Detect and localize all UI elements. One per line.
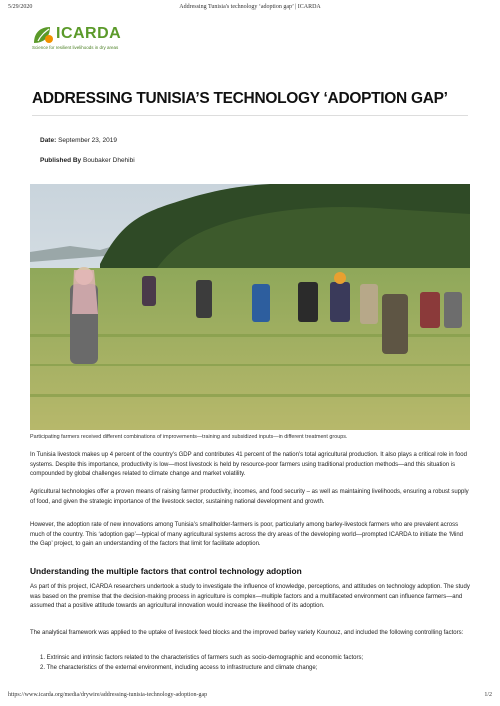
- logo-wordmark: ICARDA: [56, 25, 122, 42]
- section-heading: Understanding the multiple factors that control technology adoption: [30, 566, 302, 576]
- author-label: Published By: [40, 157, 82, 164]
- print-footer: [8, 692, 492, 702]
- print-page-number: 1/2: [484, 692, 492, 698]
- article-date: [40, 137, 117, 144]
- paragraph-3: However, the adoption rate of new innovations among Tunisia’s smallholder-farmers is poor, particularly among barley-livestock farmers who are prevalent across much of the country. This ‘adoption gap’—typical of many agricultural systems across the dry areas of the developing world—prompted ICARDA to initiate the ‘Mind the Gap’ project, to gain an understanding of the factors that limit for facilitate adoption.: [30, 522, 463, 547]
- list-item: 2. The characteristics of the external environment, including access to infrastructure and climate change;: [40, 664, 318, 671]
- paragraph-1: In Tunisia livestock makes up 4 percent of the country’s GDP and contributes 41 percent of the nation’s total agricultural production. It also plays a critical role in food systems. Despite this importance, productivity is low—most livestock is held by resource-poor farmers using traditional production methods—and this situation is compounded by global challenges related to climate change and market volatility.: [30, 452, 467, 477]
- print-doc-title: Addressing Tunisia's technology ‘adoption gap’ | ICARDA: [179, 4, 321, 10]
- logo-tagline: Science for resilient livelihoods in dry areas: [32, 45, 119, 50]
- author-value: Boubaker Dhehibi: [83, 157, 135, 164]
- print-url[interactable]: https://www.icarda.org/media/drywire/addressing-tunisia-technology-adoption-gap: [8, 692, 208, 698]
- farmers-field-photo: [30, 184, 470, 430]
- paragraph-5: The analytical framework was applied to the uptake of livestock feed blocks and the improved barley variety Kounouz, and included the following controlling factors:: [30, 630, 464, 636]
- date-label: Date:: [40, 137, 57, 144]
- print-date: 5/29/2020: [8, 4, 33, 10]
- list-item: 1. Extrinsic and intrinsic factors related to the characteristics of farmers such as socio-demographic and economic factors;: [40, 655, 364, 661]
- factors-list: [40, 654, 470, 673]
- icarda-logo[interactable]: [32, 25, 172, 53]
- article-photo: [30, 184, 470, 430]
- page-title: ADDRESSING TUNISIA’S TECHNOLOGY ‘ADOPTION GAP’: [32, 90, 448, 107]
- article-author: [40, 157, 135, 164]
- paragraph-4: As part of this project, ICARDA researchers undertook a study to investigate the influence of knowledge, perceptions, and attitudes on technology adoption. The study was based on the premise that the decision-making process in agriculture is complex—multiple factors and a multifaceted environment can influence farmers—and assumed that a positive attitude towards an agricultural innovation would increase the likelihood of its adoption.: [30, 584, 470, 609]
- logo-leaf-icon: [32, 25, 54, 45]
- print-header: [8, 4, 492, 14]
- paragraph-2: Agricultural technologies offer a proven means of raising farmer productivity, incomes, and food security – as well as maintaining livelihoods, ensuring a robust supply of food, and given the strategic importance of the livestock sector, sustaining national development and growth.: [30, 489, 469, 505]
- photo-caption: Participating farmers received different combinations of improvements—training and subsidized inputs—in different treatment groups.: [30, 434, 348, 440]
- title-divider: [32, 115, 468, 116]
- date-value: September 23, 2019: [58, 137, 117, 144]
